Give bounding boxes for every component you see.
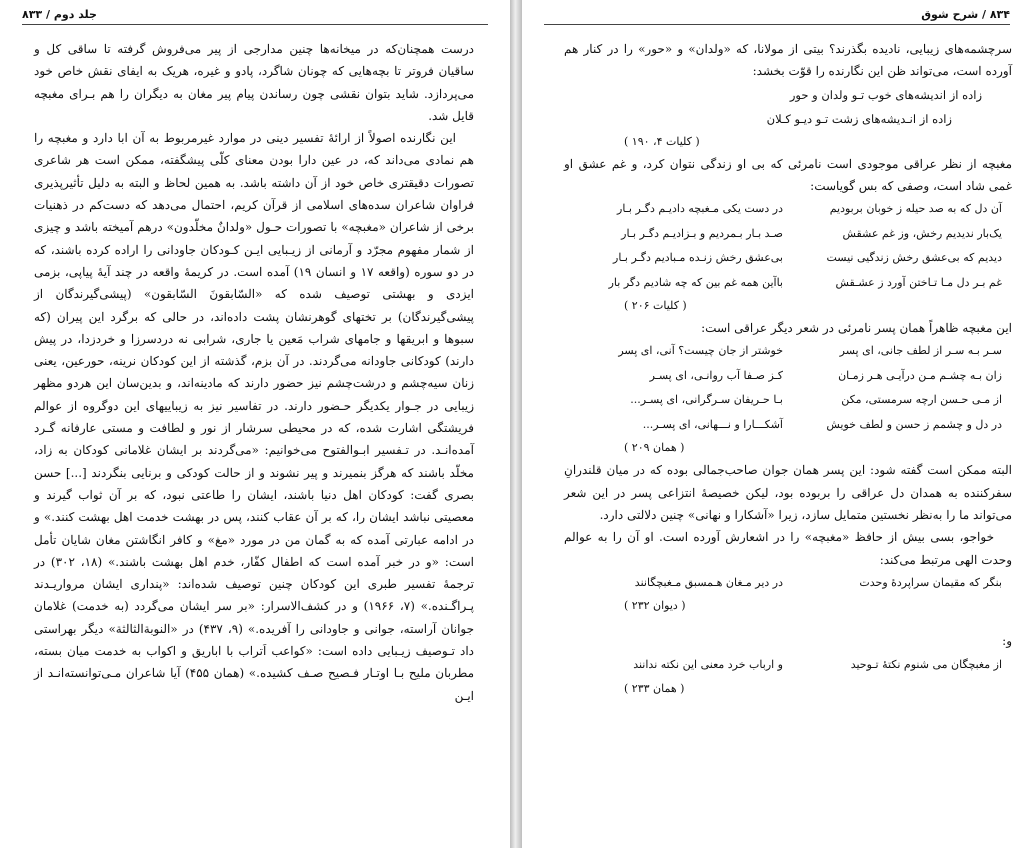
hemistich: بـا حـریفان سـرگرانی، ای پسـر...	[630, 393, 783, 407]
hemistich: یک‌بار ندیدیم رخش، وز غم عشقش	[842, 226, 1002, 240]
paragraph: خواجو، بسی بیش از حافظ «مغبچه» را در اشعارش آورده است. او آن را به عوالم وحدت الهی مرتبط می‌کند:	[564, 530, 1012, 567]
verse-block	[564, 339, 1012, 437]
hemistich: صـد بـار بـمردیم و بـزادیـم دگـر بـار	[621, 226, 783, 240]
hemistich: آشکـــارا و نـــهانی، ای پسـر...	[642, 417, 783, 431]
verse-block	[564, 83, 1012, 131]
hemistich: بنگر که مقیمان سراپردهٔ وحدت	[859, 575, 1002, 589]
verse-line: زاده از انـدیشه‌های زشت تـو دیـو کـلان	[766, 111, 952, 126]
citation: ( کلیات ۲۰۶ )	[624, 299, 687, 313]
hemistich: و ارباب خرد معنی این نکته ندانند	[633, 658, 783, 672]
right-page	[522, 0, 1032, 848]
hemistich: باآین همه غم بین که چه شادیم دگر بار	[608, 275, 783, 289]
paragraph: مغبچه از نظر عراقی موجودی است نامرئی که بی او زندگی نتوان کرد، و غم عشق او غمی شاد است، وصفی که بس گویاست:	[564, 156, 1012, 193]
hemistich: زان بـه چشـم مـن درآیـی هـر زمـان	[838, 368, 1002, 382]
hemistich: در دیر مـغان هـمسبق مـغبچگانند	[634, 575, 783, 589]
header-rule	[544, 24, 1010, 25]
citation: ( کلیات ۴، ۱۹۰ )	[624, 134, 700, 148]
hemistich: بی‌عشق رخش زنـده مـبادیم دگـر بـار	[613, 251, 783, 265]
hemistich: از مغبچگان می شنوم نکتهٔ تـوحید	[850, 658, 1002, 672]
hemistich: در دست یکی مـغبچه دادیـم دگـر بـار	[617, 202, 783, 216]
citation: ( همان ۲۳۳ )	[624, 681, 685, 695]
header-rule	[22, 24, 488, 25]
hemistich: سـر بـه سـر از لطف جانی، ای پسر	[839, 344, 1002, 358]
left-page-header: جلد دوم / ۸۳۳	[22, 8, 97, 21]
hemistich: دیدیم که بی‌عشق رخش زندگیی نیست	[826, 251, 1002, 265]
right-page-body	[564, 38, 1012, 700]
verse-block	[564, 571, 1012, 596]
book-gutter	[510, 0, 522, 848]
paragraph: این نگارنده اصولاً از ارائهٔ تفسیر دینی در موارد غیرمربوط به آن ابا دارد و مغبچه را هم نمادی می‌داند که، در عین دارا بودن معنای کلّی پیشگفته، ممکن است هر شاعری تصورات دقیقتری خاص خود از آن داشته باشد. به همین لحاظ و البته به دلیل تأثیرپذیری فراوان شاعران سده‌های اسلامی از قرآن کریم، احتمال می‌دهد که دست‌کم در ذهنیات برخی از شاعران «مغبچه» با تصورات حـول «ولدانٌ مخلّدون» درهم آمیخته باشد و چیزی از شمار مفهوم مجرّد و آرمانی از زیـبایی ایـن کـودکان جاودانی را اراده کرده باشند، که در دو سوره (واقعه ۱۷ و انسان ۱۹) آمده است. در کریمهٔ واقعه در چند آیهٔ پیاپی، بزمی ایزدی و بهشتی توصیف شده که «السّابقونَ السّابقون» (پیشی‌گیرندگان از پیشی‌گیرندگان) بر تختهای گوهرنشان پشت داده‌اند، در حالی که برگرد این پیران (که سبوها و ابریقها و جامهای شراب مَعین یا جاری، شرابی نه دردسرزا و خردزدا، در پیش دارند) کودکانی جاودانه می‌گردند. در آن بزم، گذشته از این کودکان نرینه، حورعین، یعنی زنان سیه‌چشم و درشت‌چشم نیز حضور دارند که مادینه‌اند، و بدین‌سان این هردو مظهر زیبایی در جـوار یکدیگر حـضور دارند. در تفاسیر نیز به زیباییهای این دوگروه از عوالم فریشتگی اشارت شده، که در محیطی سرشار از نور و لطافت و مستی عارفانه گـرد آمده‌انـد. در تـفسیر ابـوالفتوح می‌خوانیم: «می‌گردند بر ایشان غلامانی کودکان به زاد، مخلّد باشند که هرگز بنمیرند و پیر نشوند و از حالت کودکی و برنایی بنگردند [...] حسن بصری گفت: کودکان اهل دنیا باشند، ایشان را طاعتی نبود، که بر آن ثواب گیرند و معصیتی نباشد ایشان را، که بر آن عقاب کنند، پس در بهشت خدمت اهل بهشت کنند.» و در ادامه عبارتی آمده که به گمان من در مورد «مغ» و کافر انگاشتن مغان شایان تأمل است: «و در خبر آمده است که اطفال کفّار، خدم اهل بهشت باشند.» (۱۸، ۳۰۲) در ترجمهٔ تفسیر طبری این کودکان چنین توصیف شده‌اند: «پنداری ایشان مرواریـدند پـراگـنده.» (۷، ۱۹۶۶) و در کشف‌الاسرار: «بر سر ایشان می‌گردد (به خدمت) غلامان جوانان آراسته، جوانی و جاودانی را آفریده.» (۹، ۴۳۷) در «النوبةالثالثة» دیگر بهراستی داد تـوصیف زیـبایی داده است: «کواعب اَتراب با اباریق و اکواب به خدمت میان بسته، مطربان ملیح بـا اوتـار فـصیح صـف کشیده.» (همان ۴۵۵) آیا شاعران مـی‌توانسته‌انـد از ایـن	[34, 131, 475, 703]
hemistich: آن دل که به صد حیله ز خوبان بربودیم	[829, 202, 1002, 216]
paragraph: البته ممکن است گفته شود: این پسر همان جوان صاحب‌جمالی بوده که در میان قلندرانِ سفرکننده به همدان دل عراقی را بربوده بود، لیکن خصیصهٔ انتزاعی پسر در این شعر می‌تواند ما را به‌نظر نخستین متمایل سازد، زیرا «آشکارا و نهانی» چنین دلالتی دارد.	[564, 463, 1013, 523]
left-page	[0, 0, 510, 848]
left-page-body	[34, 38, 474, 707]
verse-block	[564, 653, 1012, 678]
verse-line: زاده از اندیشه‌های خوب تـو ولدان و حور	[789, 87, 982, 102]
verse-block	[564, 197, 1012, 295]
hemistich: خوشتر از جان چیست؟ آنی، ای پسر	[618, 344, 783, 358]
paragraph: درست همچنان‌که در میخانه‌ها چنین مدارجی از پیر می‌فروش گرفته تا ساقی کل و ساقیان فروتر تا بچه‌هایی که چونان شاگرد، پادو و غیره، هریک به ایفای نقش خاص خود می‌پردازد. شاید بتوان نقشی چون رساندن پیام پیر مغان به دیگران را هم بـرای مغبچه قایل شد.	[34, 42, 474, 123]
hemistich: در دل و چشمم ز حسن و لطف خویش	[826, 417, 1002, 431]
paragraph: سرچشمه‌های زیبایی، نادیده بگذرند؟ بیتی از مولانا، که «ولدان» و «حور» را در کنار هم آورده است، می‌تواند ظن این نگارنده را قوّت بخشد:	[564, 42, 1012, 79]
hemistich: غم بـر دل مـا تـاختن آورد ز عشـقش	[835, 275, 1002, 289]
conjunction-label: و:	[1002, 634, 1012, 649]
right-page-header: ۸۳۴ / شرح شوق	[921, 8, 1010, 21]
citation: ( دیوان ۲۳۲ )	[624, 599, 686, 613]
citation: ( همان ۲۰۹ )	[624, 441, 685, 455]
hemistich: از مـی حـسن ارچه سرمستی، مکن	[841, 393, 1002, 407]
paragraph: این مغبچه ظاهراً همان پسر نامرئی در شعر دیگر عراقی است:	[701, 321, 1012, 336]
hemistich: کـز صـفا آب روانـی، ای پسـر	[649, 368, 783, 382]
